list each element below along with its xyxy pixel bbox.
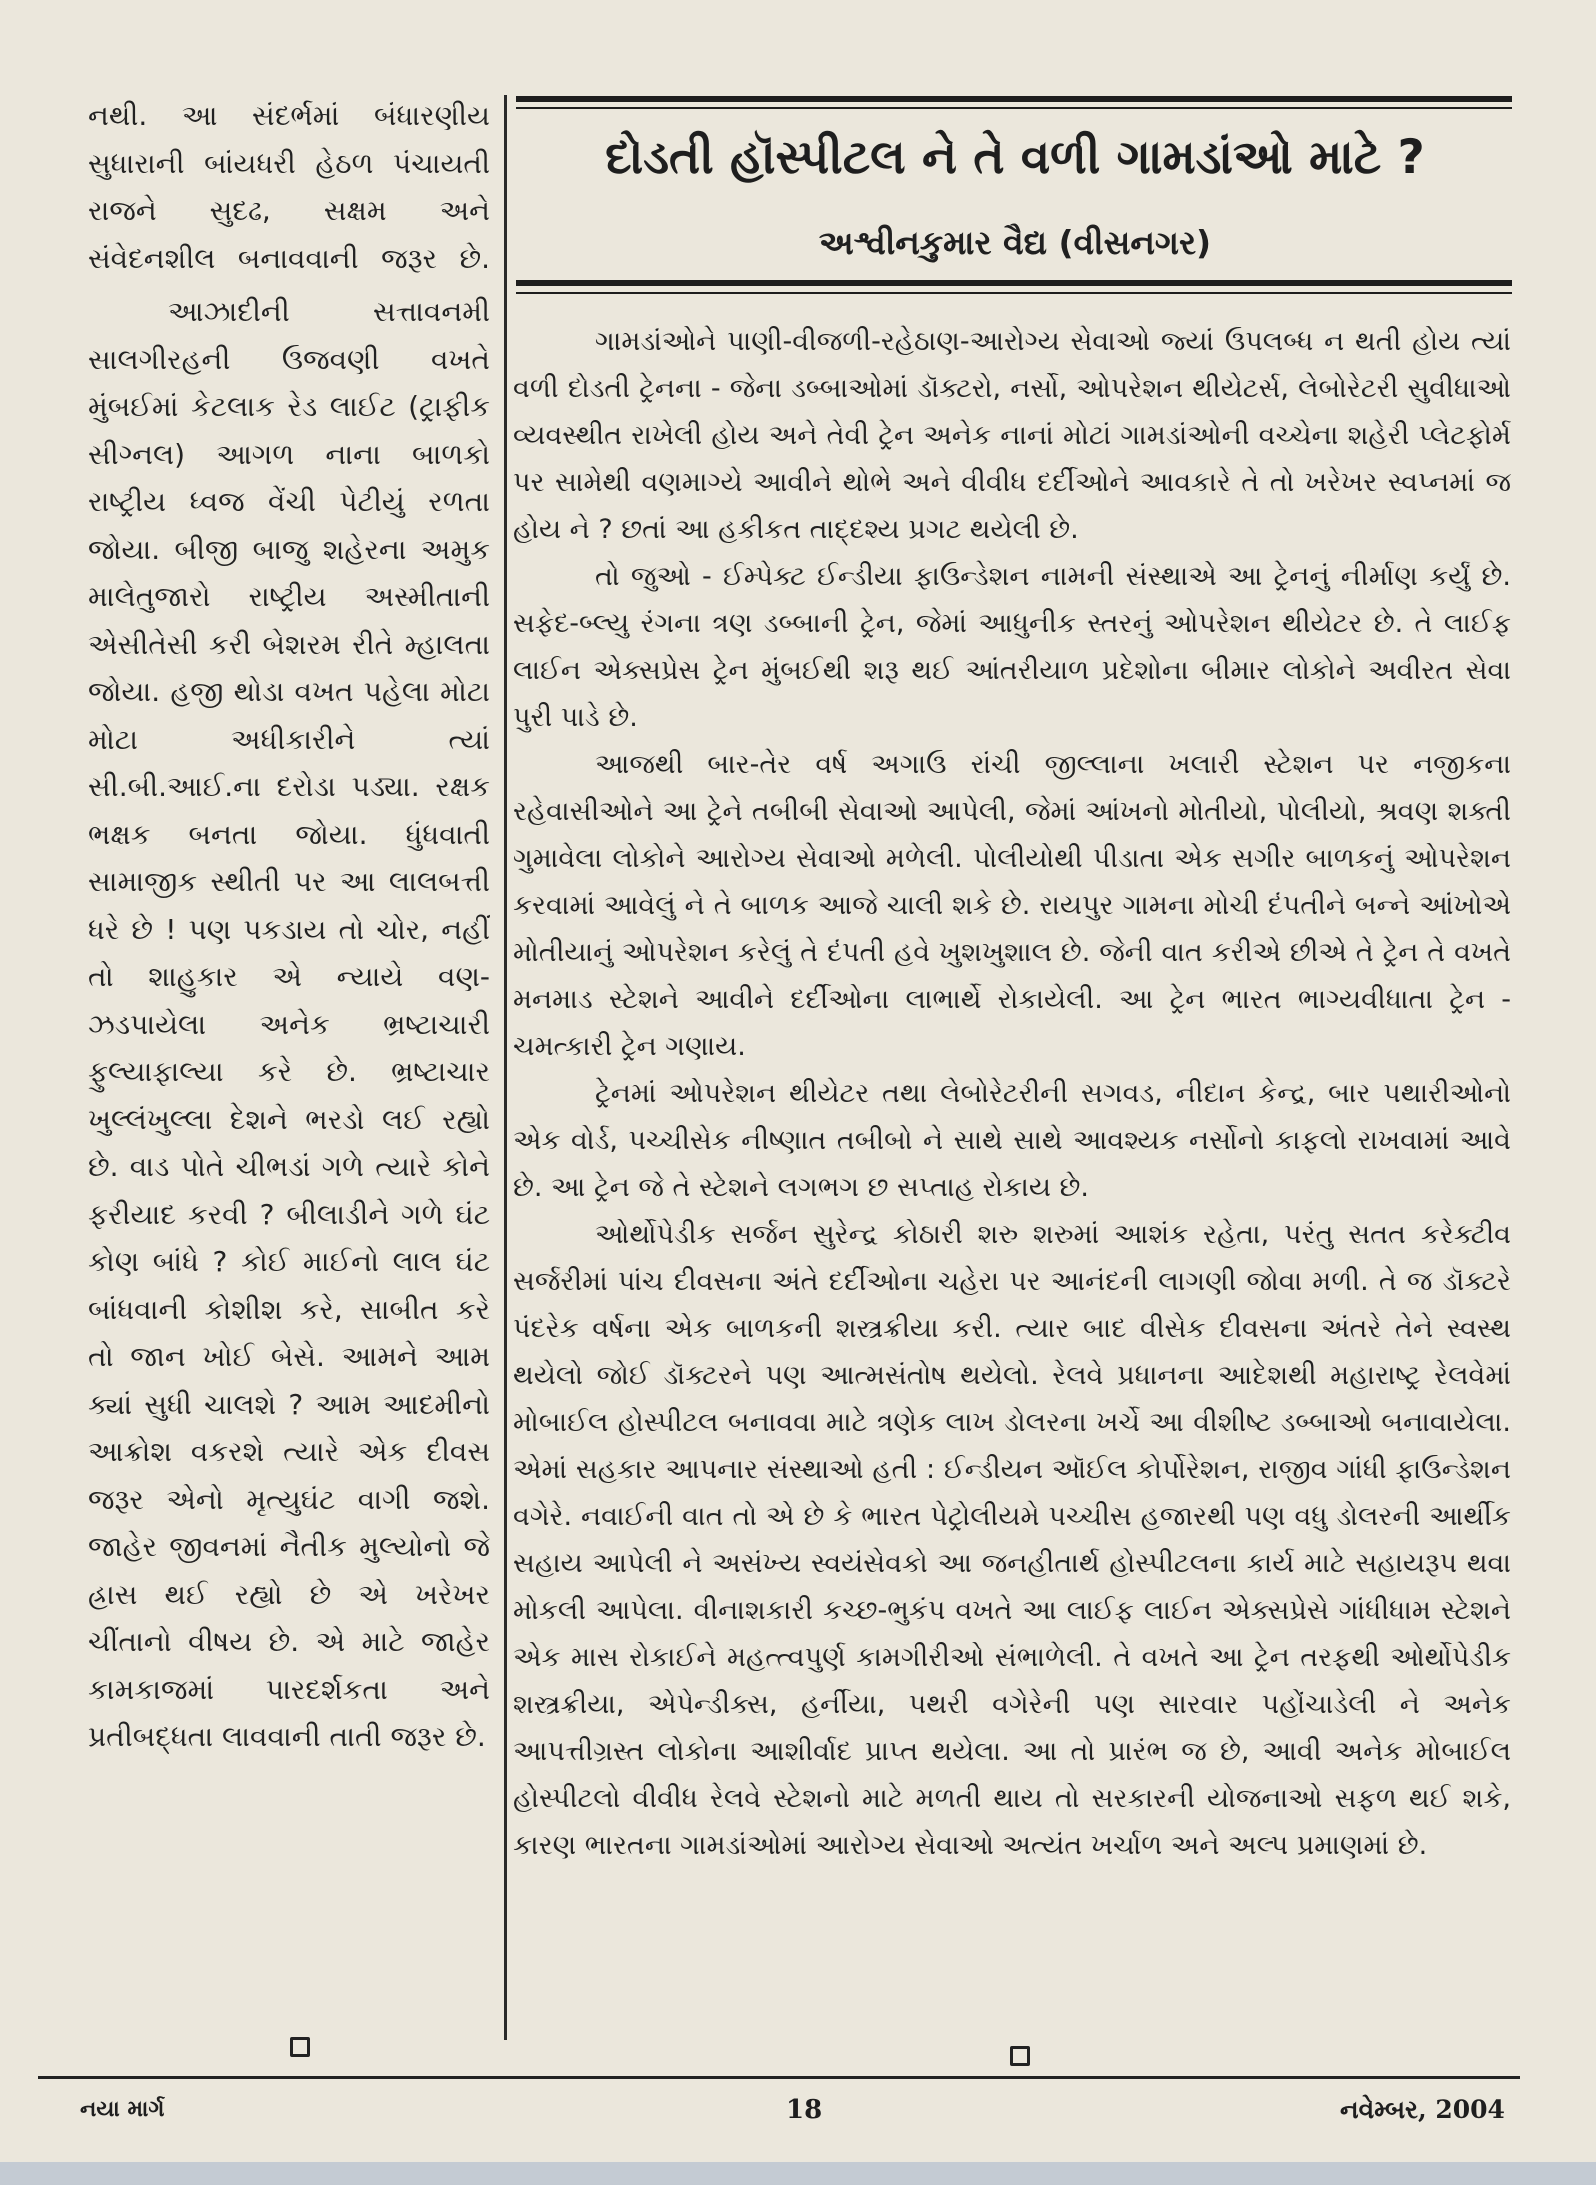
header-rule	[516, 280, 1512, 286]
footer-magazine-name: નયા માર્ગ	[80, 2097, 165, 2122]
footer-rule	[38, 2076, 1520, 2079]
page-number: 18	[786, 2095, 823, 2125]
header-rule	[516, 96, 1512, 102]
footer-date: નવેમ્બર, 2004	[1340, 2095, 1505, 2124]
header-rule	[516, 292, 1512, 294]
left-column-paragraph: નથી. આ સંદર્ભમાં બંધારણીય સુધારાની બાંયધરી હેઠળ પંચાયતી રાજને સુદઢ, સક્ષમ અને સંવેદનશીલ બનાવવાની જરૂર છે.	[88, 99, 490, 275]
article-title: દોડતી હૉસ્પીટલ ને તે વળી ગામડાંઓ માટે ?	[605, 130, 1425, 185]
article-paragraph: ઓર્થોપેડીક સર્જન સુરેન્દ્ર કોઠારી શરુ શરુમાં આશંક રહેતા, પરંતુ સતત કરેક્ટીવ સર્જરીમાં પાંચ દીવસના અંતે દર્દીઓના ચહેરા પર આનંદની લાગણી જોવા મળી. તે જ ડૉક્ટરે પંદરેક વર્ષના એક બાળકની શસ્ત્રક્રીયા કરી. ત્યાર બાદ વીસેક દીવસના અંતરે તેને સ્વસ્થ થયેલો જોઈ ડૉક્ટરને પણ આત્મસંતોષ થયેલો. રેલવે પ્રધાનના આદેશથી મહારાષ્ટ્ર રેલવેમાં મોબાઈલ હોસ્પીટલ બનાવવા માટે ત્રણેક લાખ ડોલરના ખર્ચે આ વીશીષ્ટ ડબ્બાઓ બનાવાયેલા. એમાં સહકાર આપનાર સંસ્થાઓ હતી : ઈન્ડીયન ઑઈલ કોર્પોરેશન, રાજીવ ગાંધી ફાઉન્ડેશન વગેરે. નવાઈની વાત તો એ છે કે ભારત પેટ્રોલીયમે પચ્ચીસ હજારથી પણ વધુ ડોલરની આર્થીક સહાય આપેલી ને અસંખ્ય સ્વયંસેવકો આ જનહીતાર્થ હોસ્પીટલના કાર્ય માટે સહાયરૂપ થવા મોકલી આપેલા. વીનાશકારી કચ્છ-ભુકંપ વખતે આ લાઈફ લાઈન એક્સપ્રેસે ગાંધીધામ સ્ટેશને એક માસ રોકાઈને મહત્ત્વપુર્ણ કામગીરીઓ સંભાળેલી. તે વખતે આ ટ્રેન તરફથી ઓર્થોપેડીક શસ્ત્રક્રીયા, એપેન્ડીક્સ, હર્નીયા, પથરી વગેરેની પણ સારવાર પહોંચાડેલી ને અનેક આપત્તીગ્રસ્ત લોકોના આશીર્વાદ પ્રાપ્ત થયેલા. આ તો પ્રારંભ જ છે, આવી અનેક મોબાઈલ હોસ્પીટલો વીવીધ રેલવે સ્ટેશનો માટે મળતી થાય તો સરકારની યોજનાઓ સફળ થઈ શકે, કારણ ભારતના ગામડાંઓમાં આરોગ્ય સેવાઓ અત્યંત ખર્ચાળ અને અલ્પ પ્રમાણમાં છે.	[513, 1219, 1511, 1861]
column-divider	[504, 95, 507, 2040]
article-paragraph: આજથી બાર-તેર વર્ષ અગાઉ રાંચી જીલ્લાના ખલારી સ્ટેશન પર નજીકના રહેવાસીઓને આ ટ્રેને તબીબી સેવાઓ આપેલી, જેમાં આંખનો મોતીયો, પોલીયો, શ્રવણ શક્તી ગુમાવેલા લોકોને આરોગ્ય સેવાઓ મળેલી. પોલીયોથી પીડાતા એક સગીર બાળકનું ઓપરેશન કરવામાં આવેલું ને તે બાળક આજે ચાલી શકે છે. રાયપુર ગામના મોચી દંપતીને બન્ને આંખોએ મોતીયાનું ઓપરેશન કરેલું તે દંપતી હવે ખુશખુશાલ છે. જેની વાત કરીએ છીએ તે ટ્રેન તે વખતે મનમાડ સ્ટેશને આવીને દર્દીઓના લાભાર્થે રોકાયેલી. આ ટ્રેન ભારત ભાગ્યવીધાતા ટ્રેન - ચમત્કારી ટ્રેન ગણાય.	[513, 749, 1511, 1062]
left-column	[88, 92, 490, 1761]
article-author: અશ્વીનકુમાર વૈદ્ય (વીસનગર)	[818, 223, 1212, 262]
header-rule	[516, 107, 1512, 109]
scan-edge	[0, 2162, 1596, 2185]
end-of-article-mark	[290, 2037, 310, 2057]
article-paragraph: ટ્રેનમાં ઓપરેશન થીયેટર તથા લેબોરેટરીની સગવડ, નીદાન કેન્દ્ર, બાર પથારીઓનો એક વોર્ડ, પચ્ચીસેક નીષ્ણાત તબીબો ને સાથે સાથે આવશ્યક નર્સોનો કાફલો રાખવામાં આવે છે. આ ટ્રેન જે તે સ્ટેશને લગભગ છ સપ્તાહ રોકાય છે.	[513, 1078, 1511, 1203]
article-body	[513, 318, 1511, 1869]
left-column-paragraph: આઝાદીની સત્તાવનમી સાલગીરહની ઉજવણી વખતે મુંબઈમાં કેટલાક રેડ લાઈટ (ટ્રાફીક સીગ્નલ) આગળ નાના બાળકો રાષ્ટ્રીય ધ્વજ વેંચી પેટીયું રળતા જોયા. બીજી બાજુ શહેરના અમુક માલેતુજારો રાષ્ટ્રીય અસ્મીતાની એસીતેસી કરી બેશરમ રીતે મ્હાલતા જોયા. હજી થોડા વખત પહેલા મોટા મોટા અધીકારીને ત્યાં સી.બી.આઈ.ના દરોડા પડ્યા. રક્ષક ભક્ષક બનતા જોયા. ધુંધવાતી સામાજીક સ્થીતી પર આ લાલબત્તી ધરે છે ! પણ પકડાય તો ચોર, નહીં તો શાહુકાર એ ન્યાયે વણ-ઝડપાયેલા અનેક ભ્રષ્ટાચારી ફુલ્યાફાલ્યા કરે છે. ભ્રષ્ટાચાર ખુલ્લંખુલ્લા દેશને ભરડો લઈ રહ્યો છે. વાડ પોતે ચીભડાં ગળે ત્યારે કોને ફરીયાદ કરવી ? બીલાડીને ગળે ઘંટ કોણ બાંધે ? કોઈ માઈનો લાલ ઘંટ બાંધવાની કોશીશ કરે, સાબીત કરે તો જાન ખોઈ બેસે. આમને આમ ક્યાં સુધી ચાલશે ? આમ આદમીનો આક્રોશ વકરશે ત્યારે એક દીવસ જરૂર એનો મૃત્યુઘંટ વાગી જશે. જાહેર જીવનમાં નૈતીક મુલ્યોનો જે હ્રાસ થઈ રહ્યો છે એ ખરેખર ચીંતાનો વીષય છે. એ માટે જાહેર કામકાજમાં પારદર્શકતા અને પ્રતીબદ્ધતા લાવવાની તાતી જરૂર છે.	[88, 295, 490, 1753]
article-paragraph: ગામડાંઓને પાણી-વીજળી-રહેઠાણ-આરોગ્ય સેવાઓ જ્યાં ઉપલબ્ધ ન થતી હોય ત્યાં વળી દોડતી ટ્રેનના - જેના ડબ્બાઓમાં ડૉક્ટરો, નર્સો, ઓપરેશન થીયેટર્સ, લેબોરેટરી સુવીધાઓ વ્યવસ્થીત રાખેલી હોય અને તેવી ટ્રેન અનેક નાનાં મોટાં ગામડાંઓની વચ્ચેના શહેરી પ્લેટફોર્મ પર સામેથી વણમાગ્યે આવીને થોભે અને વીવીધ દર્દીઓને આવકારે તે તો ખરેખર સ્વપ્નમાં જ હોય ને ? છતાં આ હકીકત તાદ્દશ્ય પ્રગટ થયેલી છે.	[513, 326, 1511, 545]
end-of-article-mark	[1010, 2046, 1030, 2066]
article-paragraph: તો જુઓ - ઈમ્પેક્ટ ઈન્ડીયા ફાઉન્ડેશન નામની સંસ્થાએ આ ટ્રેનનું નીર્માણ કર્યું છે. સફેદ-બ્લ્યુ રંગના ત્રણ ડબ્બાની ટ્રેન, જેમાં આધુનીક સ્તરનું ઓપરેશન થીયેટર છે. તે લાઈફ લાઈન એક્સપ્રેસ ટ્રેન મુંબઈથી શરૂ થઈ આંતરીયાળ પ્રદેશોના બીમાર લોકોને અવીરત સેવા પુરી પાડે છે.	[513, 561, 1511, 733]
